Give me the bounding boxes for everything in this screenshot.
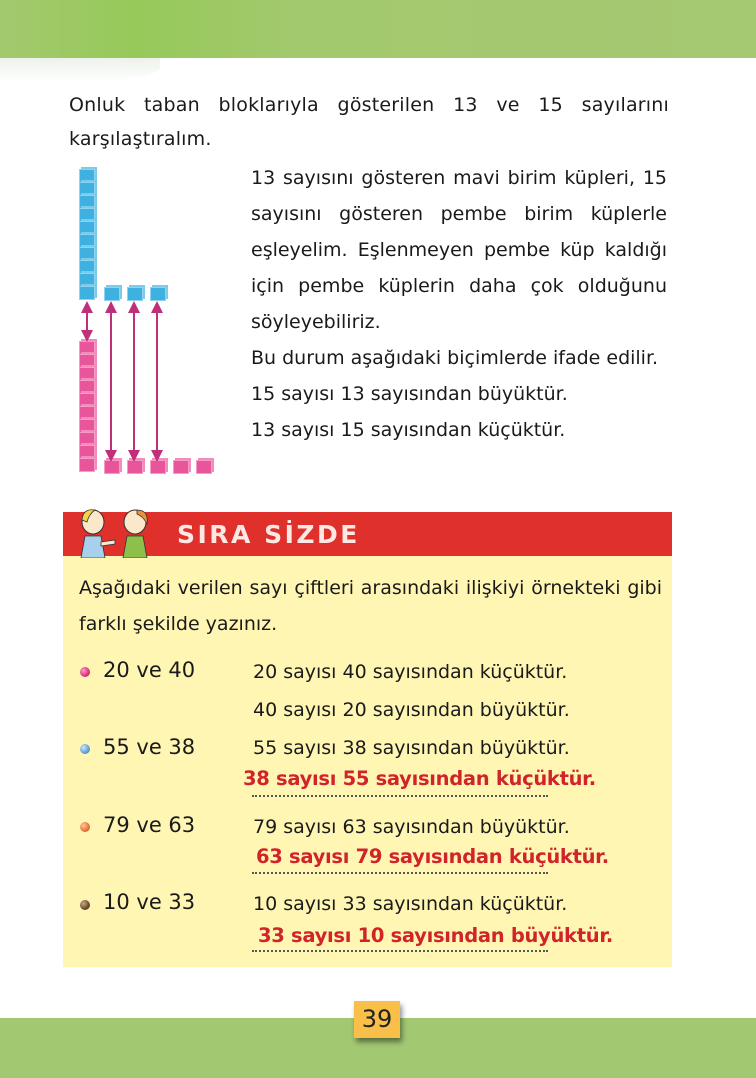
- activity-banner: [63, 512, 672, 556]
- given-statement: 20 sayısı 40 sayısından küçüktür.: [253, 661, 568, 683]
- given-statement: 55 sayısı 38 sayısından büyüktür.: [253, 737, 570, 759]
- comparison-statement-2: 13 sayısı 15 sayısından küçüktür.: [251, 419, 566, 441]
- children-talking-icon: [71, 506, 161, 558]
- page-number: 39: [354, 1001, 400, 1038]
- given-statement-2: 40 sayısı 20 sayısından büyüktür.: [253, 699, 570, 721]
- bullet-brown-icon: [80, 900, 90, 910]
- activity-title: SIRA SİZDE: [177, 520, 360, 549]
- number-pair: 55 ve 38: [103, 735, 196, 759]
- answer-text[interactable]: 33 sayısı 10 sayısından büyüktür.: [258, 924, 613, 947]
- bullet-blue-icon: [80, 744, 90, 754]
- answer-text[interactable]: 38 sayısı 55 sayısından küçüktür.: [243, 767, 596, 790]
- answer-line: [252, 795, 548, 797]
- number-pair: 20 ve 40: [103, 658, 196, 682]
- explanation-paragraph-2: Bu durum aşağıdaki biçimlerde ifade edilir.: [251, 347, 659, 369]
- activity-instruction: Aşağıdaki verilen sayı çiftleri arasındaki ilişkiyi örnekteki gibi farklı şekilde yazınız.: [79, 577, 662, 635]
- top-band-shadow: [0, 58, 160, 82]
- number-pair: 10 ve 33: [103, 890, 196, 914]
- bullet-pink-icon: [80, 667, 90, 677]
- given-statement: 79 sayısı 63 sayısından büyüktür.: [253, 816, 570, 838]
- number-pair: 79 ve 63: [103, 813, 196, 837]
- explanation-text: [251, 160, 667, 448]
- intro-paragraph: Onluk taban bloklarıyla gösterilen 13 ve 15 sayılarını karşılaştıralım.: [69, 94, 669, 150]
- answer-line: [252, 872, 548, 874]
- answer-text[interactable]: 63 sayısı 79 sayısından küçüktür.: [256, 845, 609, 868]
- comparison-statement-1: 15 sayısı 13 sayısından büyüktür.: [251, 383, 568, 405]
- top-green-band: [0, 0, 756, 58]
- given-statement: 10 sayısı 33 sayısından küçüktür.: [253, 893, 568, 915]
- answer-line: [252, 950, 548, 952]
- matching-arrows: [70, 160, 230, 490]
- explanation-paragraph-1: 13 sayısını gösteren mavi birim küpleri, 15 sayısını gösteren pembe birim küplerle eşleyelim. Eşlenmeyen pembe küp kaldığı için pembe küplerin daha çok olduğunu söyleyebiliriz.: [251, 167, 667, 333]
- unit-cubes-illustration: [70, 160, 230, 490]
- bullet-orange-icon: [80, 822, 90, 832]
